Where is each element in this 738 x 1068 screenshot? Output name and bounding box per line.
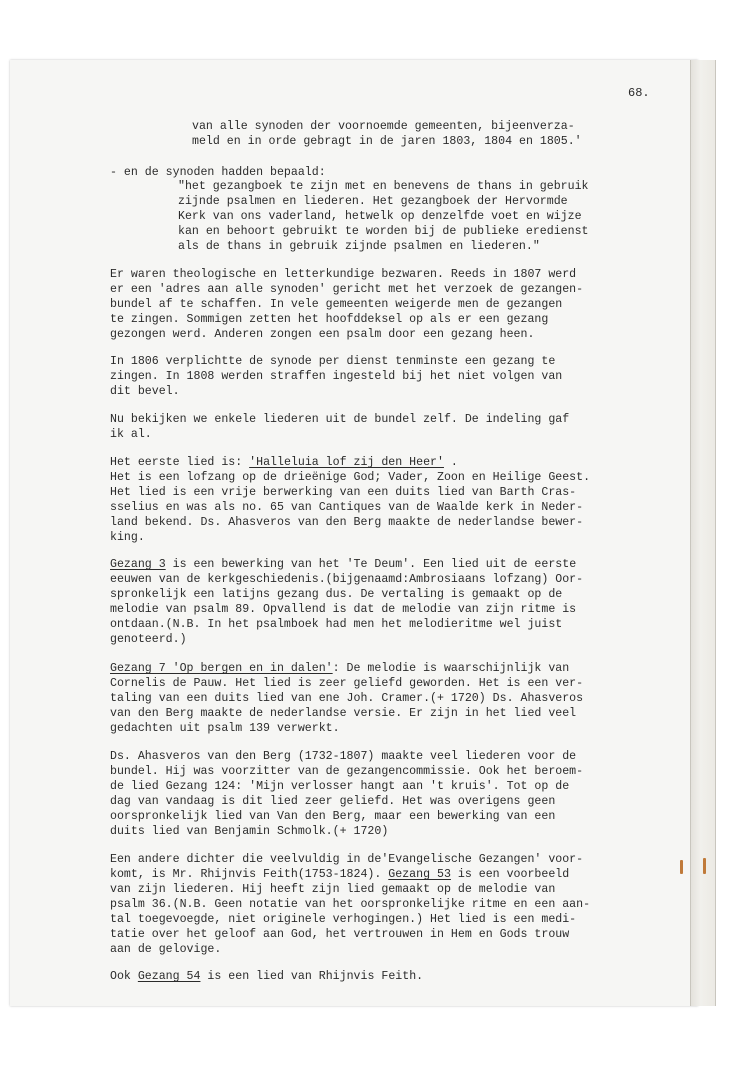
song-title: Gezang 3 [110, 558, 166, 571]
paragraph-line: dit bevel. [110, 385, 180, 398]
paragraph-line: melodie van psalm 89. Opvallend is dat de melodie van zijn ritme is [110, 603, 577, 616]
paragraph-line: er een 'adres aan alle synoden' gericht met het verzoek de gezangen- [110, 283, 584, 296]
paragraph-line: land bekend. Ds. Ahasveros van den Berg maakte de nederlandse bewer- [110, 516, 584, 529]
paragraph-line: Er waren theologische en letterkundige bezwaren. Reeds in 1807 werd [110, 268, 577, 281]
text-run: Ook [110, 970, 138, 983]
paragraph-line: ik al. [110, 428, 152, 441]
paragraph-line: Ds. Ahasveros van den Berg (1732-1807) maakte veel liederen voor de [110, 750, 577, 763]
paragraph-line [110, 662, 569, 675]
paper-speck [703, 858, 706, 874]
paper-speck [680, 860, 683, 874]
paragraph-line: van zijn liederen. Hij heeft zijn lied gemaakt op de melodie van [110, 883, 556, 896]
paragraph-line: de lied Gezang 124: 'Mijn verlosser hangt aan 't kruis'. Tot op de [110, 780, 570, 793]
quote-line: zijnde psalmen en liederen. Het gezangboek der Hervormde [178, 195, 568, 208]
paragraph-line: te zingen. Sommigen zetten het hoofddeksel op als er een gezang [110, 313, 549, 326]
text-run: is een bewerking van het 'Te Deum'. Een lied uit de eerste [165, 558, 577, 571]
paragraph-line: genoteerd.) [110, 633, 187, 646]
quote-line: kan en behoort gebruikt te worden bij de publieke eredienst [178, 225, 589, 238]
quote-line: Kerk van ons vaderland, hetwelk op denzelfde voet en wijze [178, 210, 582, 223]
text-run: is een lied van Rhijnvis Feith. [200, 970, 424, 983]
text-run: . [443, 456, 458, 469]
paragraph-line: zingen. In 1808 werden straffen ingesteld bij het niet volgen van [110, 370, 563, 383]
paragraph-line: aan de gelovige. [110, 943, 222, 956]
quote-line: van alle synoden der voornoemde gemeenten, bijeenverza- [192, 120, 575, 133]
paragraph-line: ontdaan.(N.B. In het psalmboek had men het melodieritme wel juist [110, 618, 563, 631]
paragraph-line: Nu bekijken we enkele liederen uit de bundel zelf. De indeling gaf [110, 413, 570, 426]
paragraph-line: eeuwen van de kerkgeschiedenis.(bijgenaamd:Ambrosiaans lofzang) Oor- [110, 573, 584, 586]
paragraph-line [110, 868, 569, 881]
paragraph-line: Het lied is een vrije berwerking van een duits lied van Barth Cras- [110, 486, 577, 499]
quote-line: meld en in orde gebragt in de jaren 1803, 1804 en 1805.' [192, 135, 582, 148]
paragraph-line: Een andere dichter die veelvuldig in de'Evangelische Gezangen' voor- [110, 853, 584, 866]
paragraph-line: taling van een duits lied van ene Joh. Cramer.(+ 1720) Ds. Ahasveros [110, 692, 584, 705]
text-run: is een voorbeeld [450, 868, 570, 881]
song-title: Gezang 54 [137, 970, 201, 983]
paragraph-line [110, 456, 458, 469]
paragraph-line: gedachten uit psalm 139 verwerkt. [110, 722, 340, 735]
paragraph-line: king. [110, 531, 145, 544]
page-number: 68. [628, 86, 650, 100]
paragraph-line: duits lied van Benjamin Schmolk.(+ 1720) [110, 825, 389, 838]
paragraph-line [110, 970, 423, 983]
paragraph-line: Cornelis de Pauw. Het lied is zeer geliefd geworden. Het is een ver- [110, 677, 584, 690]
text-run: : De melodie is waarschijnlijk van [332, 662, 570, 675]
paragraph-line: tatie over het geloof aan God, het vertrouwen in Hem en Gods trouw [110, 928, 570, 941]
intro-line: - en de synoden hadden bepaald: [110, 166, 326, 179]
paragraph-line: In 1806 verplichtte de synode per dienst tenminste een gezang te [110, 355, 556, 368]
quote-line: als de thans in gebruik zijnde psalmen en liederen." [178, 240, 540, 253]
song-title: 'Halleluia lof zij den Heer' [249, 456, 444, 469]
paragraph-line: bundel af te schaffen. In vele gemeenten weigerde men de gezangen [110, 298, 563, 311]
paragraph-line: oorspronkelijk lied van Van den Berg, maar een bewerking van een [110, 810, 556, 823]
paragraph-line: van den Berg maakte de nederlandse versie. Er zijn in het lied veel [110, 707, 577, 720]
text-run: Het eerste lied is: [110, 456, 250, 469]
paragraph-line [110, 558, 576, 571]
paragraph-line: dag van vandaag is dit lied zeer geliefd. Het was overigens geen [110, 795, 556, 808]
paragraph-line: spronkelijk een latijns gezang dus. De vertaling is gemaakt op de [110, 588, 563, 601]
quote-line: "het gezangboek te zijn met en benevens de thans in gebruik [178, 180, 589, 193]
song-title: Gezang 53 [388, 868, 451, 881]
text-run: komt, is Mr. Rhijnvis Feith(1753-1824). [110, 868, 389, 881]
paragraph-line: sselius en was als no. 65 van Cantiques van de Waalde kerk in Neder- [110, 501, 584, 514]
paragraph-line: psalm 36.(N.B. Geen notatie van het oorspronkelijke ritme en een aan- [110, 898, 591, 911]
paragraph-line: gezongen werd. Anderen zongen een psalm door een gezang heen. [110, 328, 535, 341]
paragraph-line: bundel. Hij was voorzitter van de gezangencommissie. Ook het beroem- [110, 765, 584, 778]
paragraph-line: tal toegevoegde, niet originele verhogingen.) Het lied is een medi- [110, 913, 577, 926]
song-title: Gezang 7 'Op bergen en in dalen' [110, 662, 333, 675]
paragraph-line: Het is een lofzang op de drieënige God; Vader, Zoon en Heilige Geest. [110, 471, 591, 484]
